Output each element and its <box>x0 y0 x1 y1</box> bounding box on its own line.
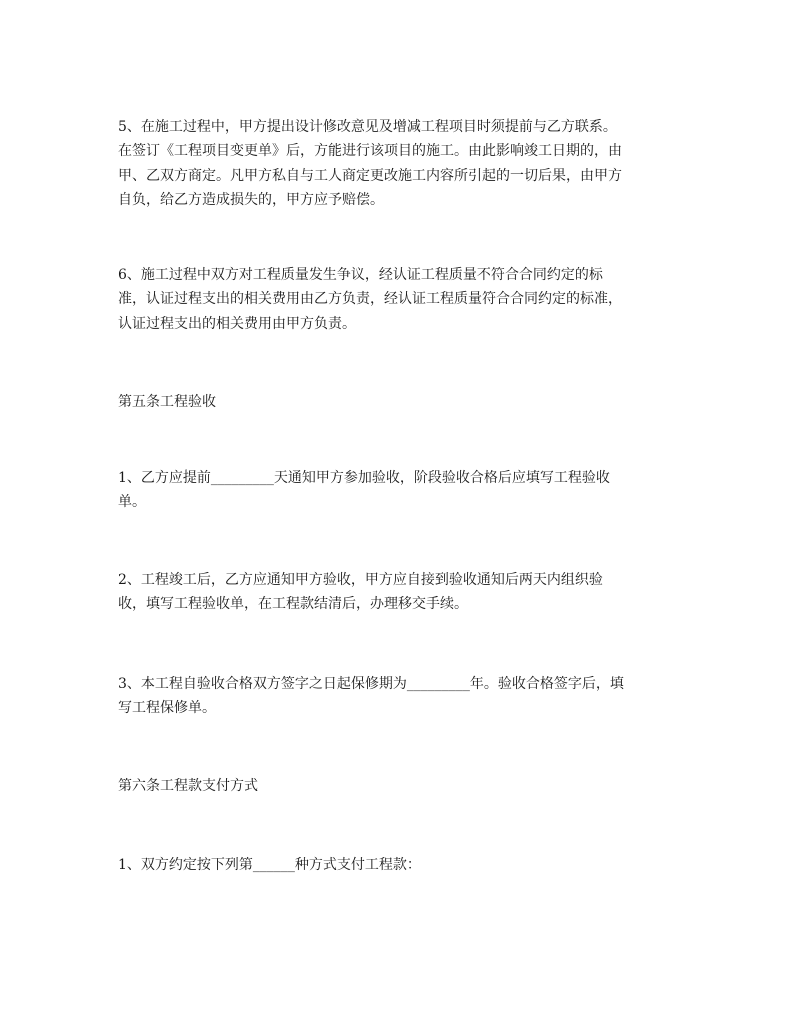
paragraph-line: 认证过程支出的相关费用由甲方负责。 <box>118 315 356 332</box>
paragraph-line: 写工程保修单。 <box>118 700 216 717</box>
paragraph-line: 3、本工程自验收合格双方签字之日起保修期为_________年。验收合格签字后，填 <box>118 676 624 692</box>
paragraph-line: 收，填写工程验收单，在工程款结清后，办理移交手续。 <box>118 596 468 613</box>
paragraph-line: 单。 <box>118 494 146 511</box>
paragraph-line: 5、在施工过程中，甲方提出设计修改意见及增减工程项目时须提前与乙方联系。 <box>118 119 617 135</box>
paragraph-line: 在签订《工程项目变更单》后，方能进行该项目的施工。由此影响竣工日期的，由 <box>118 143 622 160</box>
paragraph-line: 准，认证过程支出的相关费用由乙方负责，经认证工程质量符合合同约定的标准， <box>118 291 622 308</box>
paragraph-line: 6、施工过程中双方对工程质量发生争议，经认证工程质量不符合合同约定的标 <box>118 267 603 283</box>
paragraph-line: 1、乙方应提前_________天通知甲方参加验收，阶段验收合格后应填写工程验收 <box>118 470 610 486</box>
clause-6-1 <box>118 853 698 877</box>
section-5-heading: 第五条工程验收 <box>118 394 216 410</box>
section-6-heading: 第六条工程款支付方式 <box>118 778 258 794</box>
clause-5-3 <box>118 672 698 721</box>
clause-4-6 <box>118 263 698 336</box>
paragraph-line: 自负，给乙方造成损失的，甲方应予赔偿。 <box>118 192 384 209</box>
paragraph-line: 2、工程竣工后，乙方应通知甲方验收，甲方应自接到验收通知后两天内组织验 <box>118 572 603 588</box>
clause-5-1 <box>118 466 698 515</box>
clause-5-2 <box>118 568 698 617</box>
paragraph-line: 甲、乙双方商定。凡甲方私自与工人商定更改施工内容所引起的一切后果，由甲方 <box>118 167 622 184</box>
clause-4-5 <box>118 115 698 213</box>
paragraph-line: 1、双方约定按下列第______种方式支付工程款： <box>118 857 421 873</box>
